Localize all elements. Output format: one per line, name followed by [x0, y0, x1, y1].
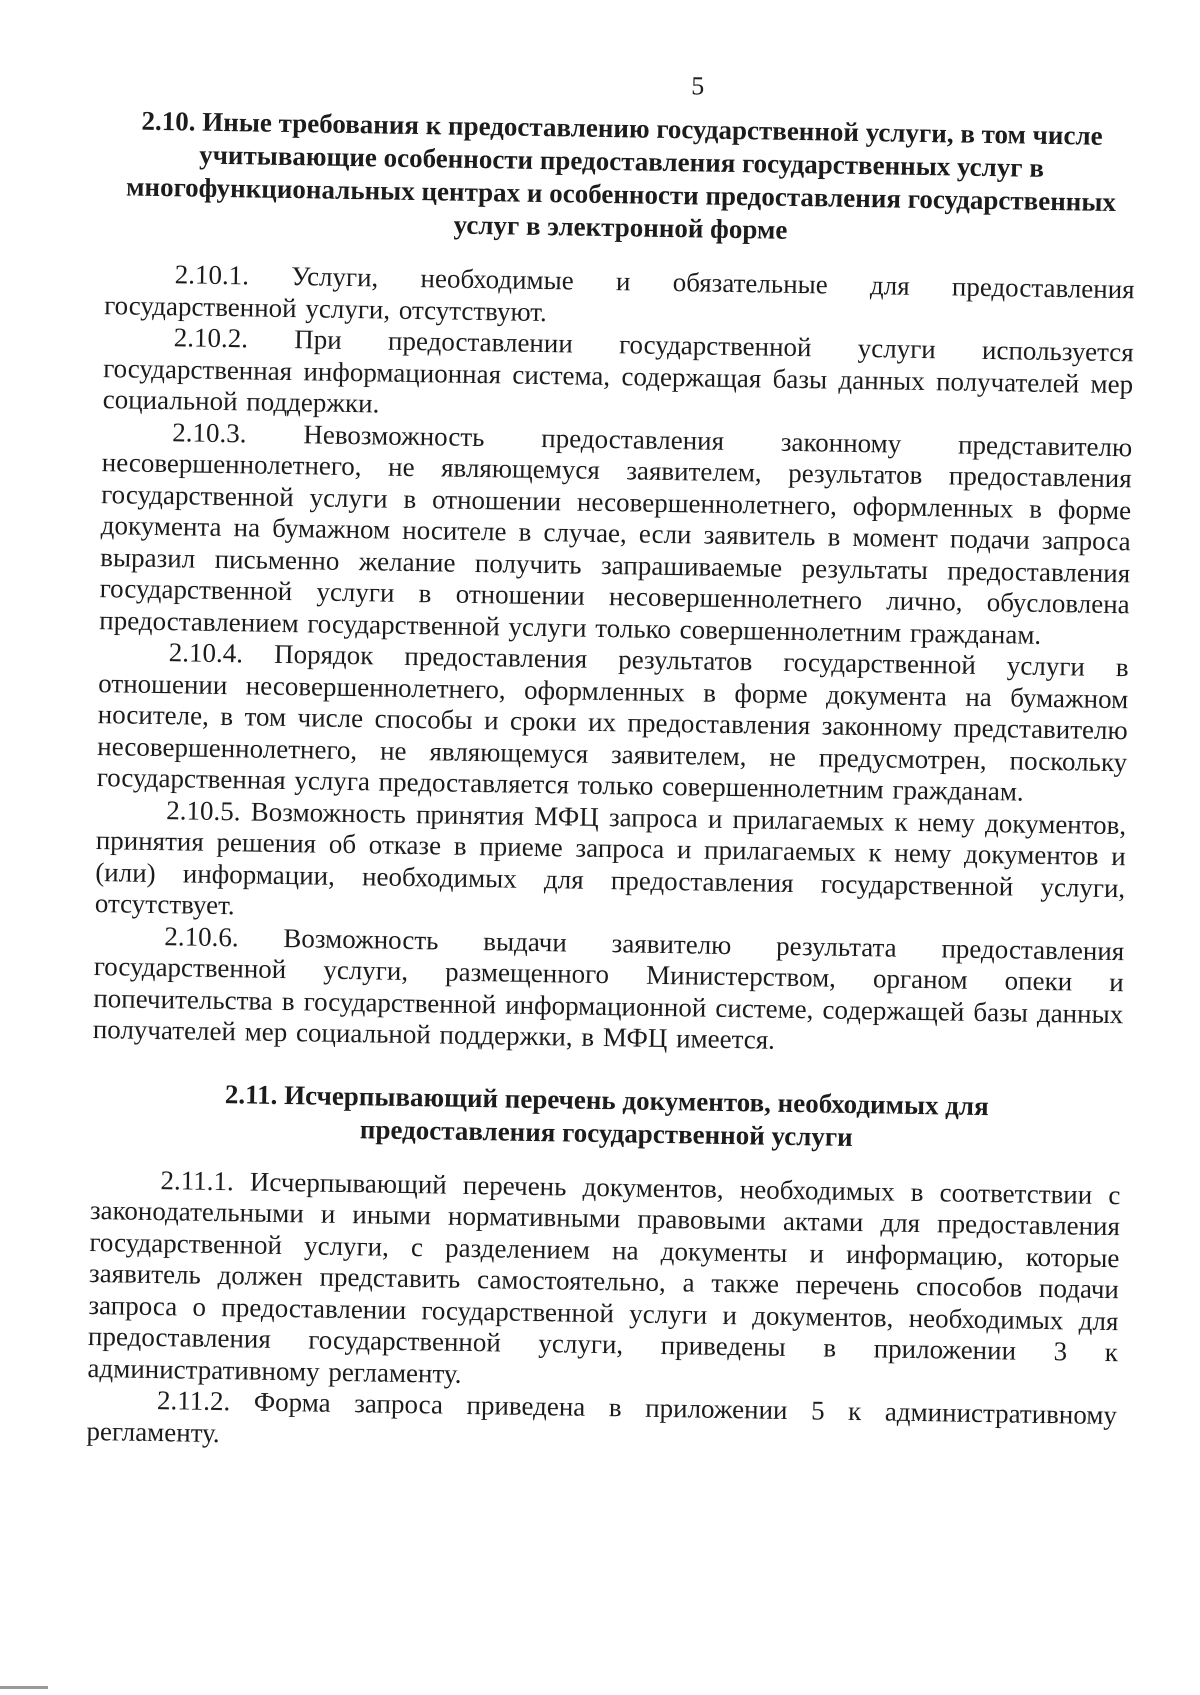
paragraph-2-10-6: 2.10.6. Возможность выдачи заявителю результата предоставления государственной услуги, размещенного Министерством, органом опеки и попечительства в государственной информационной системе, содержащей базы данных получателей мер социальной поддержки, в МФЦ имеется. — [92, 920, 1125, 1055]
scan-edge-mark — [0, 1686, 48, 1689]
paragraph-2-11-1: 2.11.1. Исчерпывающий перечень документов, необходимых в соответствии с законодательными и иными нормативными правовыми актами для предоставления государственной услуги, с разделением на документы и информацию, которые заявитель должен представить самостоятельно, а также перечень способов подачи запроса о предоставлении государственной услуги и документов, необходимых для предоставления государственной услуги, приведены в приложении 3 к административному регламенту. — [87, 1164, 1121, 1389]
paragraph-2-10-4: 2.10.4. Порядок предоставления результатов государственной услуги в отношении несовершеннолетнего, оформленных в форме документа на бумажном носителе, в том числе способы и сроки их предоставления законному представителю несовершеннолетнего, не являющемуся заявителем, не предусмотрен, поскольку государственная услуга предоставляется только совершеннолетним гражданам. — [96, 637, 1129, 807]
paragraph-2-10-5: 2.10.5. Возможность принятия МФЦ запроса и прилагаемых к нему документов, принятия решения об отказе в приеме запроса и прилагаемых к нему документов и (или) информации, необходимых для предоставления государственной услуги, отсутствует. — [94, 794, 1127, 921]
section-2-10-heading: 2.10. Иные требования к предоставлению государственной услуги, в том числе учитывающие особенности предоставления государственных услуг в многофункциональных центрах и особенности предоставления государственных услуг в электронной форме — [125, 105, 1117, 245]
paragraph-2-10-2: 2.10.2. При предоставлении государственной услуги используется государственная информационная система, содержащая базы данных получателей мер социальной поддержки. — [102, 322, 1134, 419]
page-number: 5 — [691, 71, 705, 101]
paragraph-2-11-2: 2.11.2. Форма запроса приведена в приложении 5 к административному регламенту. — [86, 1385, 1118, 1448]
page-content — [86, 62, 1138, 1463]
paragraph-2-10-1: 2.10.1. Услуги, необходимые и обязательные для предоставления государственной услуги, отсутствуют. — [104, 259, 1135, 327]
paragraph-2-10-3: 2.10.3. Невозможность предоставления законному представителю несовершеннолетнего, не являющемуся заявителем, результатов предоставления государственной услуги в отношении несовершеннолетнего, оформленных в форме документа на бумажном носителе в случае, если заявитель в момент подачи запроса выразил письменно желание получить запрашиваемые результаты предоставления государственной услуги в отношении несовершеннолетнего лично, обусловлена предоставлением государственной услуги только совершеннолетним гражданам. — [99, 416, 1133, 650]
section-2-11-heading: 2.11. Исчерпывающий перечень документов, необходимых для предоставления государственной услуги — [224, 1078, 989, 1152]
